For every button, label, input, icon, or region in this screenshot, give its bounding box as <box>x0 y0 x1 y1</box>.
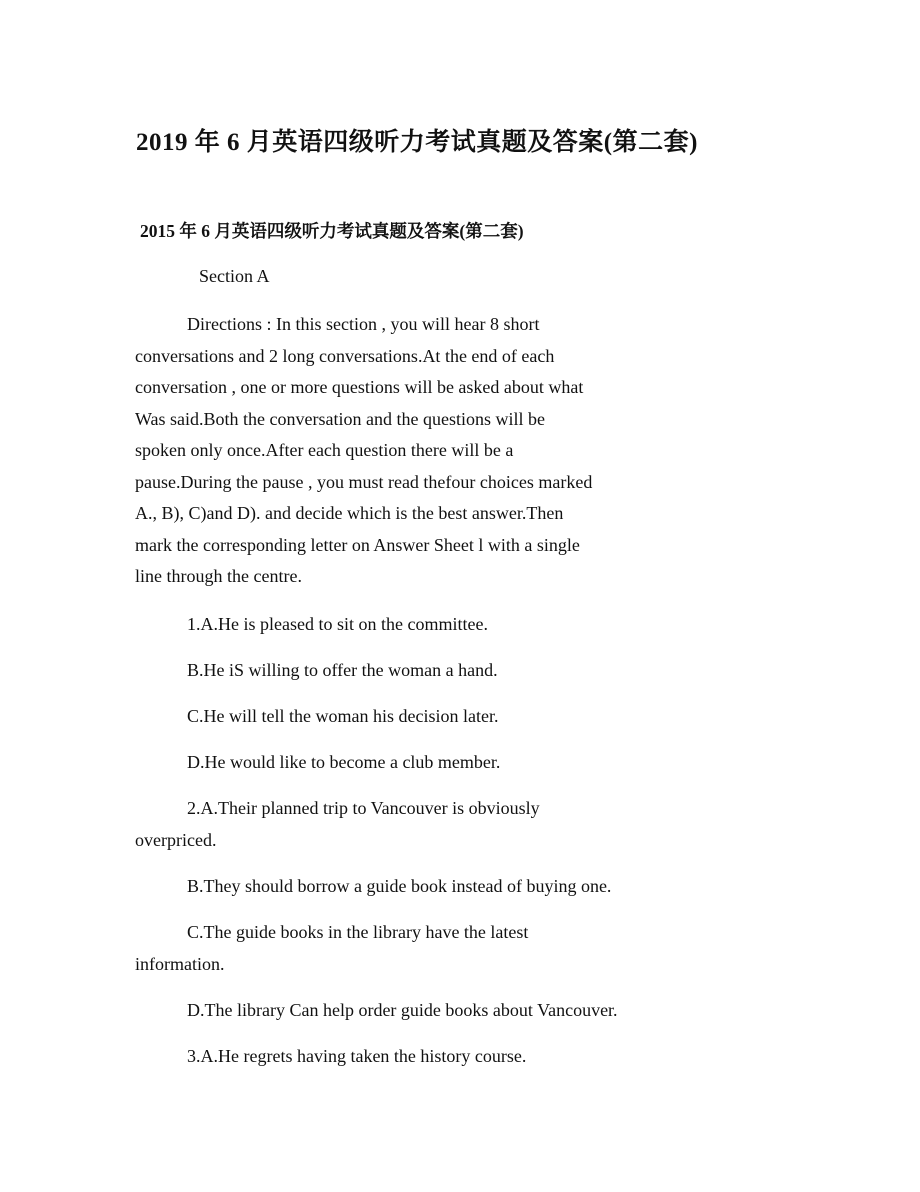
option-text: D.He would like to become a club member. <box>187 752 501 772</box>
directions-line: mark the corresponding letter on Answer Sheet l with a single <box>135 534 580 555</box>
answer-option <box>135 793 695 856</box>
answer-option <box>135 655 695 687</box>
page-title: 2019 年 6 月英语四级听力考试真题及答案(第二套) <box>136 129 698 156</box>
option-text-continued: information. <box>135 953 225 974</box>
directions-line: conversations and 2 long conversations.At the end of each <box>135 345 555 366</box>
answer-option <box>135 747 695 779</box>
directions-line: Was said.Both the conversation and the questions will be <box>135 408 545 429</box>
option-text: D.The library Can help order guide books about Vancouver. <box>187 1000 618 1020</box>
directions-line: line through the centre. <box>135 566 302 586</box>
directions-line: conversation , one or more questions will be asked about what <box>135 377 584 397</box>
option-text: C.He will tell the woman his decision later. <box>187 706 499 726</box>
option-text: 2.A.Their planned trip to Vancouver is obviously <box>187 798 540 818</box>
option-text: C.The guide books in the library have the latest <box>187 922 529 942</box>
directions-line: spoken only once.After each question there will be a <box>135 440 514 460</box>
directions-line: pause.During the pause , you must read thefour choices marked <box>135 471 593 492</box>
directions-line: A., B), C)and D). and decide which is the best answer.Then <box>135 503 564 523</box>
answer-option <box>135 871 695 903</box>
section-heading: Section A <box>199 266 270 286</box>
option-text: 1.A.He is pleased to sit on the committee. <box>187 614 488 634</box>
answer-option <box>135 995 695 1027</box>
answer-option <box>135 917 695 980</box>
answer-option <box>135 701 695 733</box>
answer-option <box>135 1041 695 1073</box>
page-subtitle: 2015 年 6 月英语四级听力考试真题及答案(第二套) <box>140 221 524 241</box>
option-text: B.He iS willing to offer the woman a hand. <box>187 660 498 680</box>
option-text: 3.A.He regrets having taken the history course. <box>187 1046 527 1066</box>
directions-paragraph <box>135 309 675 593</box>
option-text-continued: overpriced. <box>135 829 217 850</box>
directions-line: Directions : In this section , you will hear 8 short <box>187 314 540 334</box>
answer-option <box>135 609 695 641</box>
option-text: B.They should borrow a guide book instead of buying one. <box>187 876 612 896</box>
